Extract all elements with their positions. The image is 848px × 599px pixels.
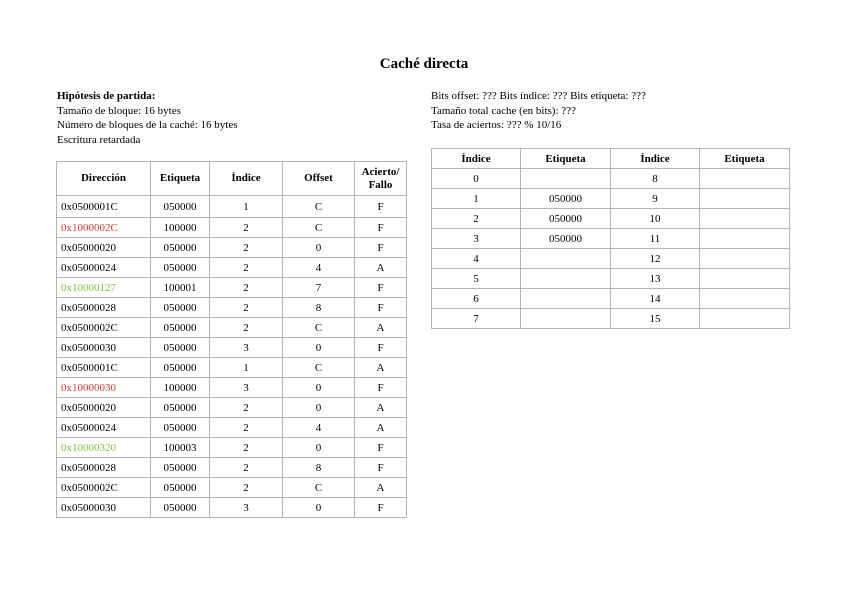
cache-size-line: Tamaño total cache (en bits): ??? (431, 104, 576, 117)
bits-line: Bits offset: ??? Bits índice: ??? Bits etiqueta: ??? (431, 90, 646, 102)
hit-miss-cell: A (355, 318, 407, 338)
cache-tag-cell (700, 189, 790, 209)
cache-index-cell: 14 (611, 289, 700, 309)
address-cell: 0x0500001C (57, 358, 151, 378)
tag-cell: 100000 (151, 378, 210, 398)
table-row (57, 398, 407, 418)
table-row (57, 218, 407, 238)
offset-cell: 8 (283, 458, 355, 478)
hit-miss-cell: F (355, 238, 407, 258)
offset-cell: C (283, 196, 355, 218)
tag-cell: 050000 (151, 318, 210, 338)
tag-cell: 050000 (151, 298, 210, 318)
hypothesis-block (57, 89, 238, 147)
cache-index-cell: 11 (611, 229, 700, 249)
address-cell: 0x05000030 (57, 498, 151, 518)
tag-cell: 050000 (151, 458, 210, 478)
cache-index-cell: 8 (611, 169, 700, 189)
block-size-line: Tamaño de bloque: 16 bytes (57, 104, 181, 117)
header-indice: Índice (210, 162, 283, 196)
offset-cell: 4 (283, 418, 355, 438)
offset-cell: 4 (283, 258, 355, 278)
index-cell: 1 (210, 196, 283, 218)
tag-cell: 050000 (151, 196, 210, 218)
tag-cell: 100003 (151, 438, 210, 458)
tag-cell: 050000 (151, 398, 210, 418)
tag-cell: 050000 (151, 418, 210, 438)
cache-index-cell: 9 (611, 189, 700, 209)
tag-cell: 100000 (151, 218, 210, 238)
hit-miss-cell: A (355, 478, 407, 498)
table-row (57, 358, 407, 378)
cache-index-cell: 5 (432, 269, 521, 289)
cache-table (431, 148, 790, 329)
table-row (57, 278, 407, 298)
table-row (432, 229, 790, 249)
cache-tag-cell (700, 229, 790, 249)
hit-miss-cell: A (355, 358, 407, 378)
tag-cell: 050000 (151, 358, 210, 378)
table-row (432, 289, 790, 309)
offset-cell: 0 (283, 378, 355, 398)
index-cell: 2 (210, 478, 283, 498)
offset-cell: 0 (283, 338, 355, 358)
offset-cell: C (283, 358, 355, 378)
index-cell: 3 (210, 338, 283, 358)
table-row (57, 196, 407, 218)
cache-index-cell: 3 (432, 229, 521, 249)
hit-miss-cell: F (355, 458, 407, 478)
cache-tag-cell (521, 169, 611, 189)
hit-rate-line: Tasa de aciertos: ??? % 10/16 (431, 119, 562, 131)
hit-miss-cell: A (355, 418, 407, 438)
index-cell: 2 (210, 258, 283, 278)
hit-miss-cell: F (355, 498, 407, 518)
table-row (57, 438, 407, 458)
table-row (57, 478, 407, 498)
hit-miss-cell: F (355, 218, 407, 238)
cache-table-header (432, 149, 790, 169)
offset-cell: C (283, 318, 355, 338)
index-cell: 3 (210, 378, 283, 398)
hit-miss-cell: F (355, 438, 407, 458)
offset-cell: 0 (283, 438, 355, 458)
cache-tag-cell (700, 209, 790, 229)
access-table (56, 161, 407, 518)
access-table-header (57, 162, 407, 196)
table-row (432, 269, 790, 289)
index-cell: 1 (210, 358, 283, 378)
tag-cell: 050000 (151, 238, 210, 258)
offset-cell: C (283, 478, 355, 498)
cache-tag-cell (700, 249, 790, 269)
header-indice-2: Índice (611, 149, 700, 169)
address-cell: 0x0500001C (57, 196, 151, 218)
header-direccion: Dirección (57, 162, 151, 196)
page-title: Caché directa (379, 56, 469, 72)
table-row (432, 309, 790, 329)
address-cell: 0x05000028 (57, 458, 151, 478)
offset-cell: 8 (283, 298, 355, 318)
cache-index-cell: 6 (432, 289, 521, 309)
address-cell: 0x0500002C (57, 478, 151, 498)
address-cell: 0x10000030 (57, 378, 151, 398)
table-row (432, 249, 790, 269)
offset-cell: C (283, 218, 355, 238)
tag-cell: 050000 (151, 478, 210, 498)
table-row (432, 189, 790, 209)
tag-cell: 050000 (151, 498, 210, 518)
cache-tag-cell (700, 169, 790, 189)
address-cell: 0x05000028 (57, 298, 151, 318)
table-row (432, 209, 790, 229)
cache-tag-cell (521, 269, 611, 289)
header-etiqueta-1: Etiqueta (521, 149, 611, 169)
table-row (57, 458, 407, 478)
offset-cell: 0 (283, 498, 355, 518)
write-policy-line: Escritura retardada (57, 133, 141, 146)
header-indice-1: Índice (432, 149, 521, 169)
table-row (57, 378, 407, 398)
cache-tag-cell (700, 309, 790, 329)
index-cell: 2 (210, 318, 283, 338)
index-cell: 2 (210, 398, 283, 418)
cache-index-cell: 7 (432, 309, 521, 329)
hit-miss-cell: F (355, 298, 407, 318)
table-row (57, 238, 407, 258)
cache-index-cell: 4 (432, 249, 521, 269)
address-cell: 0x05000020 (57, 238, 151, 258)
hypothesis-heading: Hipótesis de partida: (57, 90, 156, 102)
header-etiqueta-2: Etiqueta (700, 149, 790, 169)
table-row (57, 318, 407, 338)
header-offset: Offset (283, 162, 355, 196)
table-row (57, 298, 407, 318)
cache-index-cell: 12 (611, 249, 700, 269)
cache-tag-cell: 050000 (521, 189, 611, 209)
cache-index-cell: 15 (611, 309, 700, 329)
address-cell: 0x05000024 (57, 258, 151, 278)
address-cell: 0x10000127 (57, 278, 151, 298)
hit-miss-cell: F (355, 278, 407, 298)
address-cell: 0x0500002C (57, 318, 151, 338)
cache-tag-cell (521, 309, 611, 329)
index-cell: 2 (210, 298, 283, 318)
hit-miss-cell: A (355, 258, 407, 278)
index-cell: 2 (210, 238, 283, 258)
hit-miss-cell: F (355, 338, 407, 358)
block-count-line: Número de bloques de la caché: 16 bytes (57, 119, 238, 131)
table-row (57, 338, 407, 358)
hit-miss-cell: A (355, 398, 407, 418)
cache-tag-cell (700, 269, 790, 289)
header-acierto-fallo: Acierto/ Fallo (355, 162, 407, 196)
cache-index-cell: 13 (611, 269, 700, 289)
cache-tag-cell (700, 289, 790, 309)
table-row (57, 498, 407, 518)
index-cell: 2 (210, 418, 283, 438)
address-cell: 0x1000002C (57, 218, 151, 238)
table-row (57, 258, 407, 278)
index-cell: 2 (210, 438, 283, 458)
header-etiqueta: Etiqueta (151, 162, 210, 196)
answers-block (431, 89, 646, 133)
address-cell: 0x05000030 (57, 338, 151, 358)
cache-tag-cell (521, 289, 611, 309)
cache-tag-cell: 050000 (521, 229, 611, 249)
index-cell: 2 (210, 458, 283, 478)
cache-index-cell: 2 (432, 209, 521, 229)
index-cell: 2 (210, 278, 283, 298)
address-cell: 0x05000020 (57, 398, 151, 418)
cache-index-cell: 0 (432, 169, 521, 189)
tag-cell: 050000 (151, 258, 210, 278)
address-cell: 0x05000024 (57, 418, 151, 438)
index-cell: 3 (210, 498, 283, 518)
index-cell: 2 (210, 218, 283, 238)
offset-cell: 7 (283, 278, 355, 298)
offset-cell: 0 (283, 398, 355, 418)
cache-tag-cell: 050000 (521, 209, 611, 229)
offset-cell: 0 (283, 238, 355, 258)
tag-cell: 100001 (151, 278, 210, 298)
table-row (57, 418, 407, 438)
cache-index-cell: 1 (432, 189, 521, 209)
cache-tag-cell (521, 249, 611, 269)
tag-cell: 050000 (151, 338, 210, 358)
table-row (432, 169, 790, 189)
hit-miss-cell: F (355, 378, 407, 398)
hit-miss-cell: F (355, 196, 407, 218)
cache-index-cell: 10 (611, 209, 700, 229)
address-cell: 0x10000320 (57, 438, 151, 458)
